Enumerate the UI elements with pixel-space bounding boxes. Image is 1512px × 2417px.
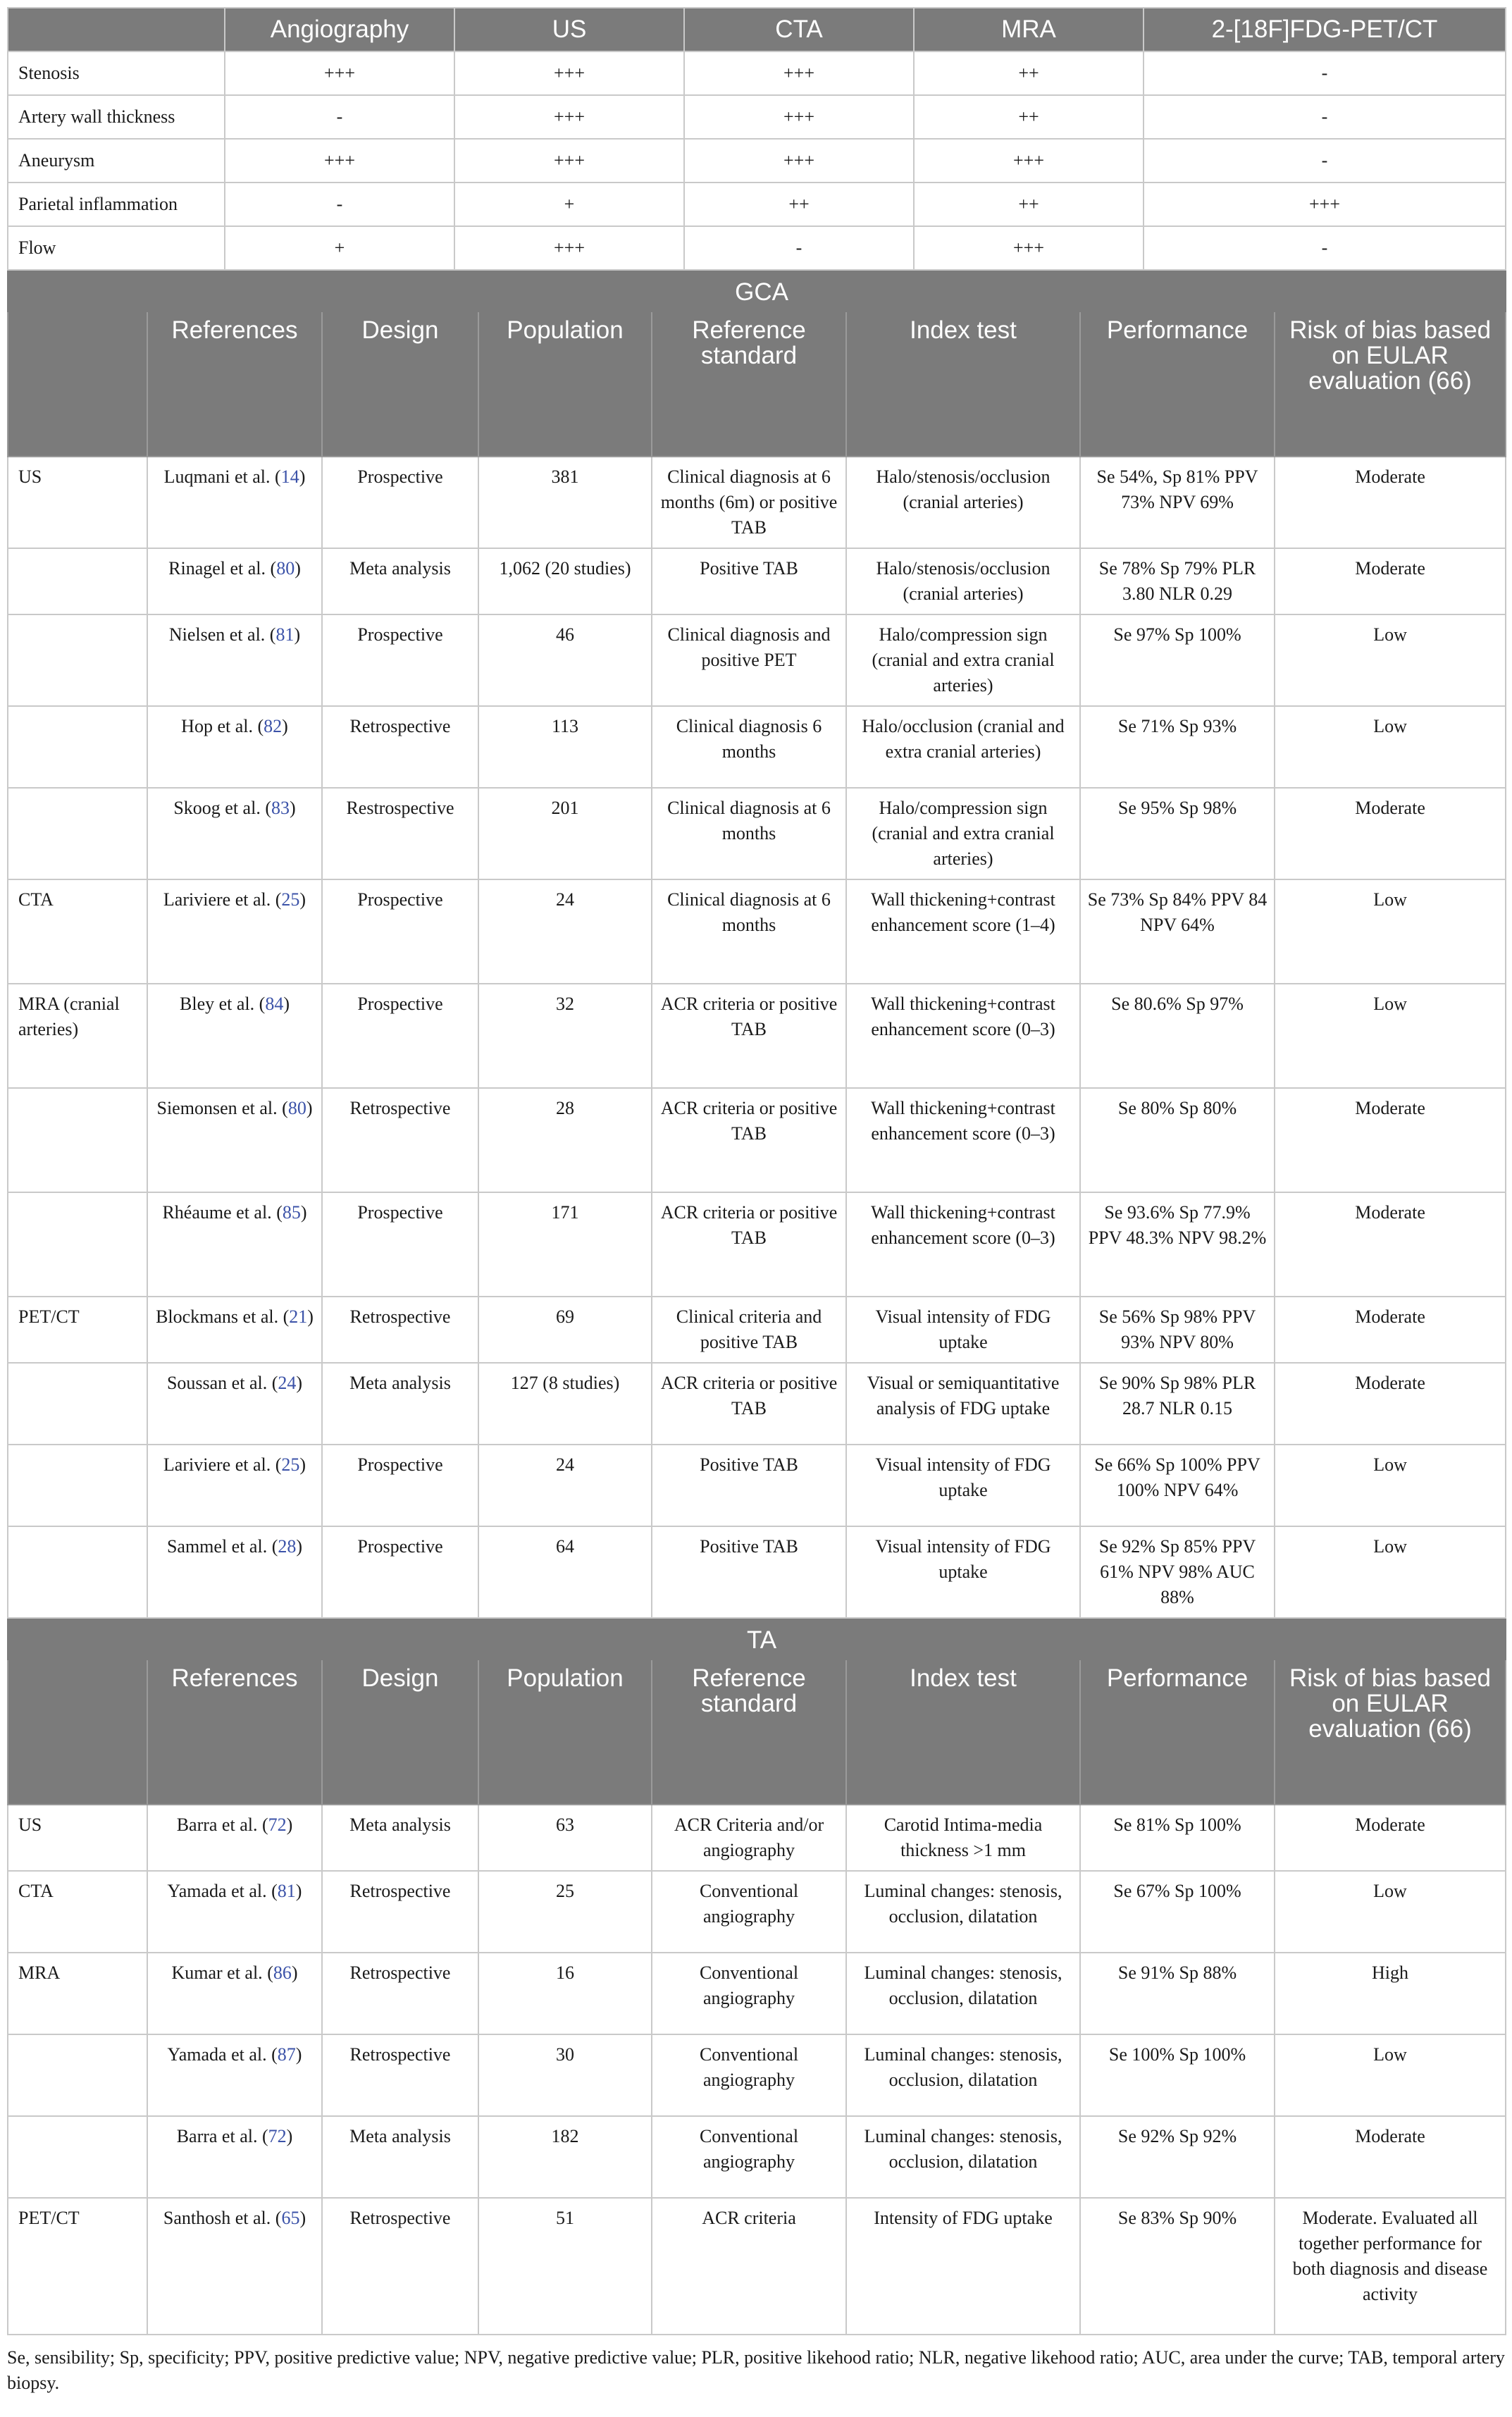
summary-row-label: Artery wall thickness xyxy=(8,95,225,139)
index-test-cell: Wall thickening+contrast enhancement score (0–3) xyxy=(846,1192,1080,1297)
index-test-cell: Wall thickening+contrast enhancement score (0–3) xyxy=(846,1088,1080,1192)
summary-cell-us: +++ xyxy=(454,95,684,139)
modality-cell: PET/CT xyxy=(8,1297,147,1363)
gca-column-header-row xyxy=(8,311,1506,457)
risk-of-bias-cell: Low xyxy=(1275,879,1506,984)
reference-cell: Lariviere et al. (25) xyxy=(147,1445,322,1526)
summary-row xyxy=(8,95,1506,139)
summary-cell-mra: ++ xyxy=(914,51,1144,95)
summary-cell-pet-ct: +++ xyxy=(1144,183,1506,226)
summary-cell-mra: ++ xyxy=(914,183,1144,226)
summary-cell-pet-ct: - xyxy=(1144,226,1506,270)
reference-standard-cell: ACR criteria or positive TAB xyxy=(652,1088,846,1192)
citation-number: 80 xyxy=(287,1098,306,1118)
reference-cell: Lariviere et al. (25) xyxy=(147,879,322,984)
summary-row xyxy=(8,226,1506,270)
modality-cell: MRA xyxy=(8,1953,147,2034)
reference-cell: Blockmans et al. (21) xyxy=(147,1297,322,1363)
population-cell: 201 xyxy=(478,788,652,879)
summary-cell-angiography: +++ xyxy=(225,139,454,183)
summary-cell-us: +++ xyxy=(454,51,684,95)
ta-section-title-row xyxy=(8,1619,1506,1659)
author-name: Rinagel et al. xyxy=(168,558,266,579)
gca-header-risk-of-bias: Risk of bias based on EULAR evaluation (66) xyxy=(1275,311,1506,457)
performance-cell: Se 71% Sp 93% xyxy=(1080,706,1275,788)
design-cell: Meta analysis xyxy=(322,548,478,614)
ta-header-modality xyxy=(8,1659,147,1805)
citation-number: 28 xyxy=(278,1536,297,1557)
reference-cell: Barra et al. (72) xyxy=(147,2116,322,2198)
index-test-cell: Luminal changes: stenosis, occlusion, dilatation xyxy=(846,1871,1080,1953)
imaging-summary-table xyxy=(7,7,1506,271)
risk-of-bias-cell: Moderate. Evaluated all together performance for both diagnosis and disease activity xyxy=(1275,2198,1506,2335)
modality-cell xyxy=(8,706,147,788)
index-test-cell: Wall thickening+contrast enhancement score (0–3) xyxy=(846,984,1080,1088)
index-test-cell: Halo/stenosis/occlusion (cranial arteries) xyxy=(846,548,1080,614)
reference-cell: Rinagel et al. (80) xyxy=(147,548,322,614)
table-row xyxy=(8,879,1506,984)
author-name: Kumar et al. xyxy=(171,1962,263,1983)
reference-cell: Nielsen et al. (81) xyxy=(147,614,322,706)
citation-number: 24 xyxy=(278,1373,297,1393)
risk-of-bias-cell: Low xyxy=(1275,984,1506,1088)
reference-cell: Yamada et al. (87) xyxy=(147,2034,322,2116)
table-row xyxy=(8,2198,1506,2335)
author-name: Yamada et al. xyxy=(167,1881,267,1901)
ta-section-title: TA xyxy=(8,1619,1506,1659)
summary-cell-cta: +++ xyxy=(684,51,914,95)
performance-cell: Se 95% Sp 98% xyxy=(1080,788,1275,879)
performance-cell: Se 78% Sp 79% PLR 3.80 NLR 0.29 xyxy=(1080,548,1275,614)
reference-cell: Kumar et al. (86) xyxy=(147,1953,322,2034)
citation-number: 82 xyxy=(264,716,283,736)
design-cell: Prospective xyxy=(322,1526,478,1618)
gca-header-modality xyxy=(8,311,147,457)
ta-header-risk-of-bias: Risk of bias based on EULAR evaluation (66) xyxy=(1275,1659,1506,1805)
performance-cell: Se 100% Sp 100% xyxy=(1080,2034,1275,2116)
table-row xyxy=(8,1805,1506,1871)
population-cell: 63 xyxy=(478,1805,652,1871)
performance-cell: Se 91% Sp 88% xyxy=(1080,1953,1275,2034)
population-cell: 30 xyxy=(478,2034,652,2116)
ta-header-performance: Performance xyxy=(1080,1659,1275,1805)
risk-of-bias-cell: Moderate xyxy=(1275,2116,1506,2198)
summary-cell-angiography: - xyxy=(225,95,454,139)
author-name: Barra et al. xyxy=(176,1815,258,1835)
citation-number: 25 xyxy=(281,889,300,910)
index-test-cell: Halo/occlusion (cranial and extra cranial arteries) xyxy=(846,706,1080,788)
design-cell: Retrospective xyxy=(322,2034,478,2116)
reference-cell: Luqmani et al. (14) xyxy=(147,457,322,548)
table-row xyxy=(8,1871,1506,1953)
table-row xyxy=(8,457,1506,548)
citation-number: 85 xyxy=(282,1202,301,1223)
reference-standard-cell: Clinical diagnosis and positive PET xyxy=(652,614,846,706)
population-cell: 25 xyxy=(478,1871,652,1953)
population-cell: 24 xyxy=(478,879,652,984)
risk-of-bias-cell: Low xyxy=(1275,1526,1506,1618)
modality-cell xyxy=(8,788,147,879)
table-row xyxy=(8,1088,1506,1192)
citation-number: 72 xyxy=(268,2126,287,2146)
reference-standard-cell: Clinical diagnosis at 6 months (6m) or positive TAB xyxy=(652,457,846,548)
population-cell: 24 xyxy=(478,1445,652,1526)
index-test-cell: Visual intensity of FDG uptake xyxy=(846,1297,1080,1363)
reference-standard-cell: Conventional angiography xyxy=(652,2116,846,2198)
ta-column-header-row xyxy=(8,1659,1506,1805)
design-cell: Meta analysis xyxy=(322,2116,478,2198)
performance-cell: Se 90% Sp 98% PLR 28.7 NLR 0.15 xyxy=(1080,1363,1275,1445)
reference-standard-cell: Conventional angiography xyxy=(652,1953,846,2034)
summary-body xyxy=(8,51,1506,270)
population-cell: 1,062 (20 studies) xyxy=(478,548,652,614)
reference-cell: Santhosh et al. (65) xyxy=(147,2198,322,2335)
citation-number: 86 xyxy=(273,1962,292,1983)
author-name: Barra et al. xyxy=(176,2126,258,2146)
table-row xyxy=(8,1445,1506,1526)
reference-standard-cell: ACR criteria xyxy=(652,2198,846,2335)
summary-cell-mra: +++ xyxy=(914,139,1144,183)
summary-cell-cta: +++ xyxy=(684,139,914,183)
author-name: Blockmans et al. xyxy=(156,1306,279,1327)
performance-cell: Se 92% Sp 92% xyxy=(1080,2116,1275,2198)
index-test-cell: Luminal changes: stenosis, occlusion, dilatation xyxy=(846,2116,1080,2198)
reference-standard-cell: Positive TAB xyxy=(652,1445,846,1526)
performance-cell: Se 66% Sp 100% PPV 100% NPV 64% xyxy=(1080,1445,1275,1526)
modality-cell xyxy=(8,1088,147,1192)
gca-header-index-test: Index test xyxy=(846,311,1080,457)
reference-cell: Skoog et al. (83) xyxy=(147,788,322,879)
summary-row xyxy=(8,183,1506,226)
summary-row xyxy=(8,51,1506,95)
table-row xyxy=(8,548,1506,614)
ta-header-population: Population xyxy=(478,1659,652,1805)
author-name: Santhosh et al. xyxy=(163,2208,271,2228)
summary-header-angiography: Angiography xyxy=(225,8,454,51)
ta-header-index-test: Index test xyxy=(846,1659,1080,1805)
risk-of-bias-cell: Low xyxy=(1275,1871,1506,1953)
risk-of-bias-cell: Moderate xyxy=(1275,1363,1506,1445)
ta-body xyxy=(8,1619,1506,2335)
summary-header-pet-ct: 2-[18F]FDG-PET/CT xyxy=(1144,8,1506,51)
design-cell: Prospective xyxy=(322,614,478,706)
author-name: Bley et al. xyxy=(180,994,255,1014)
gca-header-performance: Performance xyxy=(1080,311,1275,457)
index-test-cell: Luminal changes: stenosis, occlusion, dilatation xyxy=(846,2034,1080,2116)
population-cell: 182 xyxy=(478,2116,652,2198)
summary-cell-cta: - xyxy=(684,226,914,270)
design-cell: Prospective xyxy=(322,1445,478,1526)
modality-cell: CTA xyxy=(8,879,147,984)
reference-cell: Siemonsen et al. (80) xyxy=(147,1088,322,1192)
performance-cell: Se 81% Sp 100% xyxy=(1080,1805,1275,1871)
reference-cell: Bley et al. (84) xyxy=(147,984,322,1088)
population-cell: 381 xyxy=(478,457,652,548)
design-cell: Prospective xyxy=(322,879,478,984)
risk-of-bias-cell: Moderate xyxy=(1275,788,1506,879)
summary-row-label: Parietal inflammation xyxy=(8,183,225,226)
design-cell: Restrospective xyxy=(322,788,478,879)
population-cell: 16 xyxy=(478,1953,652,2034)
table-row xyxy=(8,788,1506,879)
risk-of-bias-cell: Low xyxy=(1275,1445,1506,1526)
design-cell: Retrospective xyxy=(322,1953,478,2034)
table-row xyxy=(8,1297,1506,1363)
population-cell: 127 (8 studies) xyxy=(478,1363,652,1445)
index-test-cell: Visual intensity of FDG uptake xyxy=(846,1445,1080,1526)
author-name: Luqmani et al. xyxy=(163,466,271,487)
author-name: Sammel et al. xyxy=(166,1536,268,1557)
design-cell: Prospective xyxy=(322,457,478,548)
citation-number: 72 xyxy=(268,1815,287,1835)
performance-cell: Se 93.6% Sp 77.9% PPV 48.3% NPV 98.2% xyxy=(1080,1192,1275,1297)
table-row xyxy=(8,1363,1506,1445)
gca-table xyxy=(7,271,1506,1619)
index-test-cell: Luminal changes: stenosis, occlusion, dilatation xyxy=(846,1953,1080,2034)
summary-cell-us: + xyxy=(454,183,684,226)
index-test-cell: Wall thickening+contrast enhancement score (1–4) xyxy=(846,879,1080,984)
summary-cell-pet-ct: - xyxy=(1144,139,1506,183)
reference-cell: Barra et al. (72) xyxy=(147,1805,322,1871)
summary-header-mra: MRA xyxy=(914,8,1144,51)
citation-number: 81 xyxy=(277,1881,296,1901)
performance-cell: Se 67% Sp 100% xyxy=(1080,1871,1275,1953)
performance-cell: Se 80.6% Sp 97% xyxy=(1080,984,1275,1088)
author-name: Siemonsen et al. xyxy=(156,1098,278,1118)
design-cell: Meta analysis xyxy=(322,1363,478,1445)
population-cell: 69 xyxy=(478,1297,652,1363)
reference-standard-cell: Positive TAB xyxy=(652,548,846,614)
reference-standard-cell: ACR criteria or positive TAB xyxy=(652,984,846,1088)
population-cell: 46 xyxy=(478,614,652,706)
summary-cell-angiography: + xyxy=(225,226,454,270)
author-name: Nielsen et al. xyxy=(168,624,266,645)
design-cell: Prospective xyxy=(322,1192,478,1297)
reference-standard-cell: Conventional angiography xyxy=(652,2034,846,2116)
reference-cell: Rhéaume et al. (85) xyxy=(147,1192,322,1297)
table-row xyxy=(8,2034,1506,2116)
table-row xyxy=(8,614,1506,706)
risk-of-bias-cell: Low xyxy=(1275,2034,1506,2116)
population-cell: 51 xyxy=(478,2198,652,2335)
author-name: Soussan et al. xyxy=(166,1373,268,1393)
modality-cell xyxy=(8,2116,147,2198)
citation-number: 83 xyxy=(271,798,290,818)
risk-of-bias-cell: Moderate xyxy=(1275,457,1506,548)
modality-cell xyxy=(8,1526,147,1618)
design-cell: Prospective xyxy=(322,984,478,1088)
author-name: Skoog et al. xyxy=(173,798,261,818)
reference-standard-cell: ACR Criteria and/or angiography xyxy=(652,1805,846,1871)
index-test-cell: Intensity of FDG uptake xyxy=(846,2198,1080,2335)
modality-cell: PET/CT xyxy=(8,2198,147,2335)
reference-standard-cell: Clinical diagnosis at 6 months xyxy=(652,788,846,879)
summary-header-cta: CTA xyxy=(684,8,914,51)
index-test-cell: Visual or semiquantitative analysis of FDG uptake xyxy=(846,1363,1080,1445)
reference-standard-cell: Conventional angiography xyxy=(652,1871,846,1953)
modality-cell xyxy=(8,548,147,614)
risk-of-bias-cell: Moderate xyxy=(1275,548,1506,614)
performance-cell: Se 83% Sp 90% xyxy=(1080,2198,1275,2335)
index-test-cell: Halo/compression sign (cranial and extra cranial arteries) xyxy=(846,614,1080,706)
summary-cell-cta: +++ xyxy=(684,95,914,139)
design-cell: Retrospective xyxy=(322,1088,478,1192)
modality-cell: CTA xyxy=(8,1871,147,1953)
summary-row-label: Aneurysm xyxy=(8,139,225,183)
ta-table xyxy=(7,1619,1506,2335)
citation-number: 14 xyxy=(280,466,299,487)
summary-cell-pet-ct: - xyxy=(1144,51,1506,95)
table-row xyxy=(8,1953,1506,2034)
performance-cell: Se 56% Sp 98% PPV 93% NPV 80% xyxy=(1080,1297,1275,1363)
performance-cell: Se 73% Sp 84% PPV 84 NPV 64% xyxy=(1080,879,1275,984)
reference-standard-cell: Clinical diagnosis 6 months xyxy=(652,706,846,788)
table-row xyxy=(8,2116,1506,2198)
performance-cell: Se 92% Sp 85% PPV 61% NPV 98% AUC 88% xyxy=(1080,1526,1275,1618)
performance-cell: Se 80% Sp 80% xyxy=(1080,1088,1275,1192)
author-name: Yamada et al. xyxy=(167,2044,267,2065)
modality-cell xyxy=(8,1445,147,1526)
summary-row-label: Flow xyxy=(8,226,225,270)
gca-header-references: References xyxy=(147,311,322,457)
gca-body xyxy=(8,271,1506,1618)
design-cell: Retrospective xyxy=(322,706,478,788)
reference-standard-cell: Clinical diagnosis at 6 months xyxy=(652,879,846,984)
table-row xyxy=(8,1192,1506,1297)
citation-number: 87 xyxy=(277,2044,296,2065)
reference-cell: Yamada et al. (81) xyxy=(147,1871,322,1953)
risk-of-bias-cell: Moderate xyxy=(1275,1192,1506,1297)
gca-section-title-row xyxy=(8,271,1506,311)
reference-standard-cell: ACR criteria or positive TAB xyxy=(652,1363,846,1445)
ta-header-references: References xyxy=(147,1659,322,1805)
summary-cell-cta: ++ xyxy=(684,183,914,226)
modality-cell: US xyxy=(8,1805,147,1871)
summary-row-label: Stenosis xyxy=(8,51,225,95)
table-row xyxy=(8,706,1506,788)
design-cell: Retrospective xyxy=(322,1871,478,1953)
gca-header-design: Design xyxy=(322,311,478,457)
summary-cell-pet-ct: - xyxy=(1144,95,1506,139)
summary-cell-us: +++ xyxy=(454,226,684,270)
performance-cell: Se 54%, Sp 81% PPV 73% NPV 69% xyxy=(1080,457,1275,548)
risk-of-bias-cell: Moderate xyxy=(1275,1297,1506,1363)
summary-row xyxy=(8,139,1506,183)
index-test-cell: Halo/stenosis/occlusion (cranial arteries) xyxy=(846,457,1080,548)
modality-cell: MRA (cranial arteries) xyxy=(8,984,147,1088)
summary-cell-us: +++ xyxy=(454,139,684,183)
citation-number: 81 xyxy=(275,624,295,645)
author-name: Rhéaume et al. xyxy=(162,1202,272,1223)
table-footnote: Se, sensibility; Sp, specificity; PPV, positive predictive value; NPV, negative predictive value; PLR, positive likehood ratio; NLR, negative likehood ratio; AUC, area under the curve; TAB, temporal artery biopsy. xyxy=(7,2347,1505,2393)
risk-of-bias-cell: Moderate xyxy=(1275,1088,1506,1192)
modality-cell xyxy=(8,1192,147,1297)
summary-cell-mra: ++ xyxy=(914,95,1144,139)
citation-number: 25 xyxy=(281,1454,300,1475)
summary-cell-mra: +++ xyxy=(914,226,1144,270)
gca-header-population: Population xyxy=(478,311,652,457)
paper-page xyxy=(7,7,1505,2396)
author-name: Hop et al. xyxy=(181,716,253,736)
citation-number: 65 xyxy=(281,2208,300,2228)
index-test-cell: Visual intensity of FDG uptake xyxy=(846,1526,1080,1618)
modality-cell xyxy=(8,1363,147,1445)
design-cell: Retrospective xyxy=(322,2198,478,2335)
reference-standard-cell: Positive TAB xyxy=(652,1526,846,1618)
risk-of-bias-cell: High xyxy=(1275,1953,1506,2034)
population-cell: 171 xyxy=(478,1192,652,1297)
summary-cell-angiography: - xyxy=(225,183,454,226)
table-row xyxy=(8,1526,1506,1618)
summary-header-us: US xyxy=(454,8,684,51)
gca-header-reference-standard: Reference standard xyxy=(652,311,846,457)
summary-header-row xyxy=(8,8,1506,51)
citation-number: 21 xyxy=(289,1306,308,1327)
citation-number: 84 xyxy=(265,994,284,1014)
author-name: Lariviere et al. xyxy=(163,1454,271,1475)
reference-cell: Hop et al. (82) xyxy=(147,706,322,788)
reference-cell: Sammel et al. (28) xyxy=(147,1526,322,1618)
design-cell: Retrospective xyxy=(322,1297,478,1363)
risk-of-bias-cell: Moderate xyxy=(1275,1805,1506,1871)
risk-of-bias-cell: Low xyxy=(1275,614,1506,706)
index-test-cell: Halo/compression sign (cranial and extra cranial arteries) xyxy=(846,788,1080,879)
citation-number: 80 xyxy=(276,558,295,579)
modality-cell xyxy=(8,614,147,706)
ta-header-design: Design xyxy=(322,1659,478,1805)
reference-standard-cell: Clinical criteria and positive TAB xyxy=(652,1297,846,1363)
population-cell: 28 xyxy=(478,1088,652,1192)
risk-of-bias-cell: Low xyxy=(1275,706,1506,788)
ta-header-reference-standard: Reference standard xyxy=(652,1659,846,1805)
gca-section-title: GCA xyxy=(8,271,1506,311)
modality-cell xyxy=(8,2034,147,2116)
population-cell: 64 xyxy=(478,1526,652,1618)
summary-header-blank xyxy=(8,8,225,51)
author-name: Lariviere et al. xyxy=(163,889,271,910)
modality-cell: US xyxy=(8,457,147,548)
design-cell: Meta analysis xyxy=(322,1805,478,1871)
reference-cell: Soussan et al. (24) xyxy=(147,1363,322,1445)
population-cell: 32 xyxy=(478,984,652,1088)
table-row xyxy=(8,984,1506,1088)
reference-standard-cell: ACR criteria or positive TAB xyxy=(652,1192,846,1297)
index-test-cell: Carotid Intima-media thickness >1 mm xyxy=(846,1805,1080,1871)
performance-cell: Se 97% Sp 100% xyxy=(1080,614,1275,706)
population-cell: 113 xyxy=(478,706,652,788)
summary-cell-angiography: +++ xyxy=(225,51,454,95)
